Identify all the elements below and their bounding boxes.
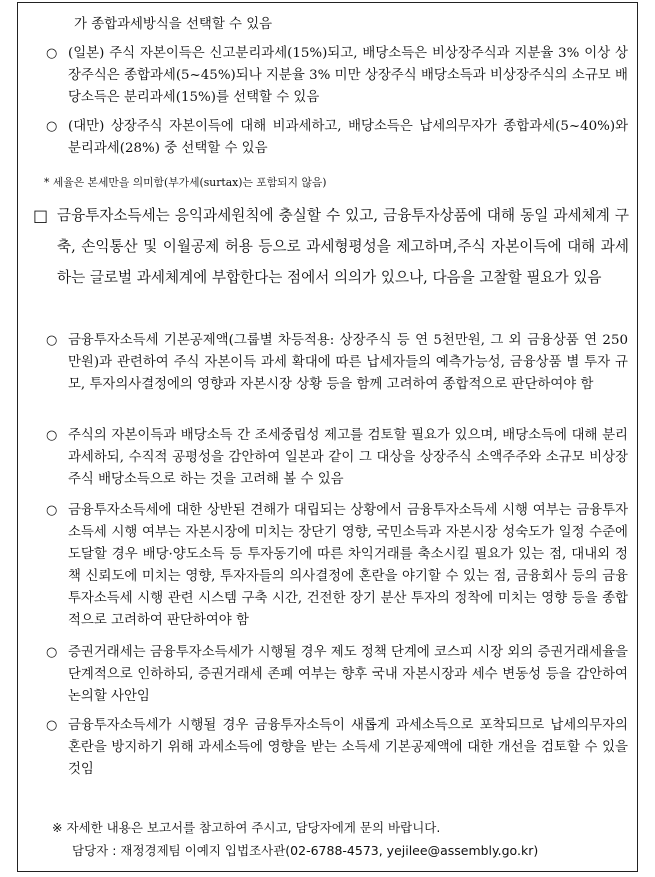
foreign-case-text: (대만) 상장주식 자본이득에 대해 비과세하고, 배당소득은 납세의무자가 종합과세(5~40%)와 분리과세(28%) 중 선택할 수 있음 — [68, 119, 628, 156]
bullet-circle-icon: ○ — [46, 645, 58, 660]
bullet-circle-icon: ○ — [46, 503, 58, 518]
bullet-circle-icon: ○ — [46, 333, 58, 348]
tax-rate-note: * 세율은 본세만을 의미함(부가세(surtax)는 포함되지 않음) — [44, 176, 327, 189]
consideration-text: 금융투자소득세 기본공제액(그룹별 차등적용: 상장주식 등 연 5천만원, 그 외 금융상품 연 250만원)과 관련하여 주식 자본이득 과세 확대에 따른 납세자들의 예측가능성, 금융상품 별 투자 규모, 투자의사결정에의 영향과 자본시장 상황 등을 함께 고려하여 종합적으로 판단하여야 함 — [68, 333, 628, 392]
footer-notice-text: 자세한 내용은 보고서를 참고하여 주시고, 담당자에게 문의 바랍니다. — [66, 820, 441, 835]
consideration-item — [46, 642, 628, 708]
bullet-circle-icon: ○ — [46, 46, 58, 61]
reference-mark-icon: ※ — [52, 820, 63, 835]
foreign-case-list — [46, 43, 628, 168]
consideration-item — [46, 715, 628, 781]
consideration-text: 금융투자소득세가 시행될 경우 금융투자소득이 새롭게 과세소득으로 포착되므로 납세의무자의 혼란을 방지하기 위해 과세소득에 영향을 받는 소득세 기본공제액에 대한 개선을 검토할 수 있을 것임 — [68, 718, 628, 777]
footer-notice — [52, 817, 622, 838]
consideration-text: 주식의 자본이득과 배당소득 간 조세중립성 제고를 검토할 필요가 있으며, 배당소득에 대해 분리과세하되, 수직적 공평성을 감안하여 일본과 같이 그 대상을 상장주식 소액주주와 소규모 비상장주식 배당소득으로 하는 것을 고려해 볼 수 있음 — [68, 428, 628, 487]
main-point — [33, 200, 629, 330]
bullet-circle-icon: ○ — [46, 119, 58, 134]
consideration-text: 증권거래세는 금융투자소득세가 시행될 경우 제도 정책 단계에 코스피 시장 외의 증권거래세율을 단계적으로 인하하되, 증권거래세 존폐 여부는 향후 국내 자본시장과 세수 변동성 등을 감안하여 논의할 사안임 — [68, 645, 628, 704]
consideration-item — [46, 425, 628, 491]
consideration-item — [46, 330, 628, 396]
footer-contact: 담당자 : 재정경제팀 이예지 입법조사관(02-6788-4573, yejilee@assembly.go.kr) — [72, 843, 539, 858]
intro-continuation: 가 종합과세방식을 선택할 수 있음 — [74, 17, 273, 32]
bullet-circle-icon: ○ — [46, 428, 58, 443]
main-point-text: 금융투자소득세는 응익과세원칙에 충실할 수 있고, 금융투자상품에 대해 동일 과세체계 구축, 손익통산 및 이월공제 허용 등으로 과세형평성을 제고하며,주식 자본이득에 대해 과세하는 글로벌 과세체계에 부합한다는 점에서 의의가 있으나, 다음을 고찰할 필요가 있음 — [57, 207, 629, 286]
bullet-circle-icon: ○ — [46, 718, 58, 733]
bullet-square-icon: □ — [33, 206, 49, 225]
foreign-case-text: (일본) 주식 자본이득은 신고분리과세(15%)되고, 배당소득은 비상장주식과 지분율 3% 이상 상장주식은 종합과세(5~45%)되나 지분율 3% 미만 상장주식 배당소득과 비상장주식의 소규모 배당소득은 분리과세(15%)를 선택할 수 있음 — [68, 46, 628, 105]
consideration-text: 금융투자소득세에 대한 상반된 견해가 대립되는 상황에서 금융투자소득세 시행 여부는 금융투자소득세 시행 여부는 자본시장에 미치는 장단기 영향, 국민소득과 자본시장 성숙도가 일정 수준에 도달할 경우 배당·양도소득 등 투자동기에 따른 차익거래를 축소시킬 필요가 있는 점, 대내외 정책 신뢰도에 미치는 영향, 투자자들의 의사결정에 혼란을 야기할 수 있는 점, 금융회사 등의 금융투자소득세 시행 관련 시스템 구축 시간, 건전한 장기 분산 투자의 정착에 미치는 영향 등을 종합적으로 고려하여 판단하여야 함 — [68, 503, 628, 628]
foreign-case-item-taiwan — [46, 116, 628, 160]
consideration-item — [46, 500, 628, 632]
foreign-case-item-japan — [46, 43, 628, 109]
consideration-list — [46, 330, 628, 795]
